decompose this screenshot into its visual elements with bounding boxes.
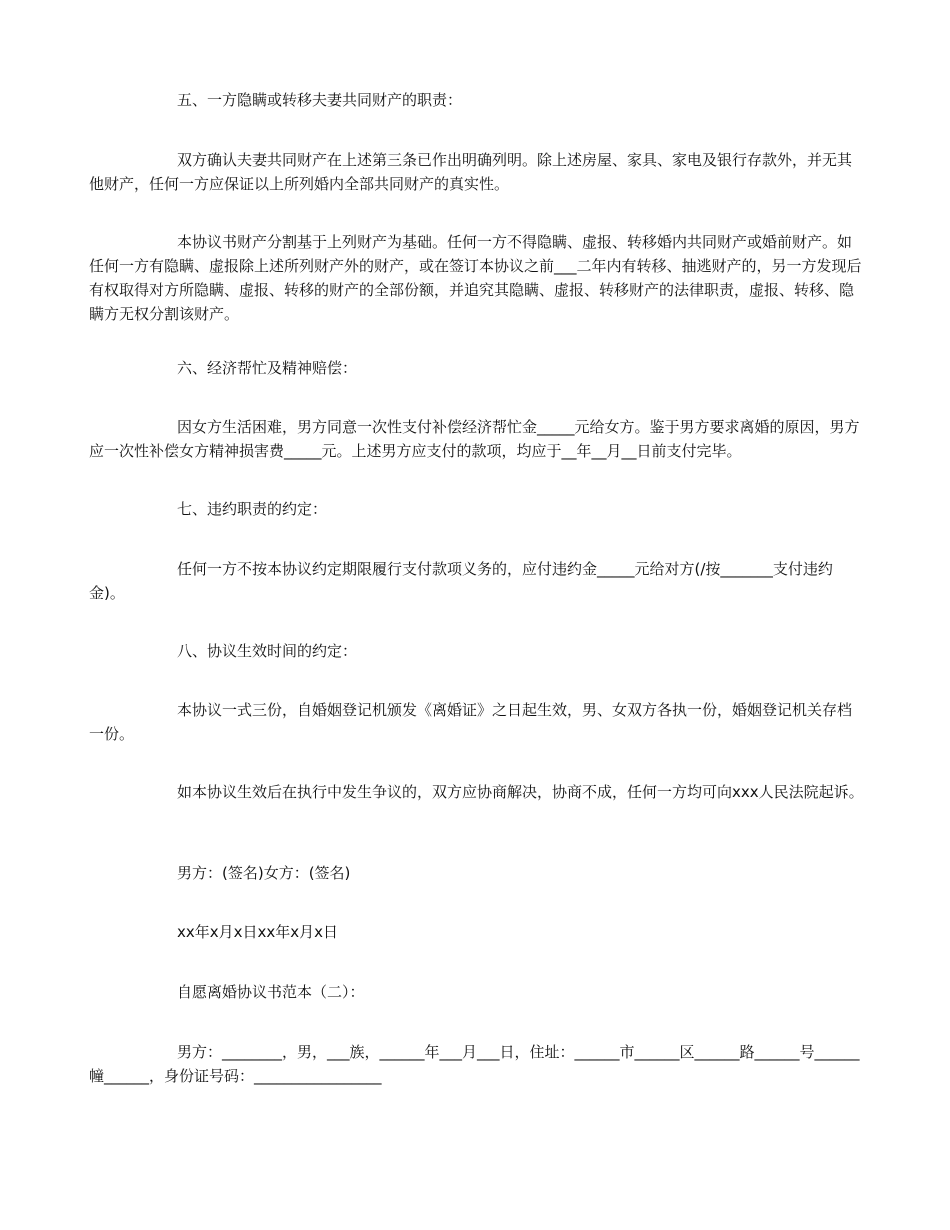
body-paragraph: 如本协议生效后在执行中发生争议的，双方应协商解决，协商不成，任何一方均可向xxx人民法院起诉。 xyxy=(177,783,864,801)
body-paragraph: 任何一方不按本协议约定期限履行支付款项义务的，应付违约金_____元给对方(/按_______支付违约金)。 xyxy=(89,560,833,602)
body-paragraph: 因女方生活困难，男方同意一次性支付补偿经济帮忙金_____元给女方。鉴于男方要求离婚的原因，男方应一次性补偿女方精神损害费_____元。上述男方应支付的款项，均应于__年__月__日前支付完毕。 xyxy=(89,418,860,460)
section-heading-8: 八、协议生效时间的约定： xyxy=(177,642,358,660)
body-paragraph: 双方确认夫妻共同财产在上述第三条已作出明确列明。除上述房屋、家具、家电及银行存款外，并无其他财产，任何一方应保证以上所列婚内全部共同财产的真实性。 xyxy=(89,151,853,193)
body-paragraph: 本协议一式三份，自婚姻登记机颁发《离婚证》之日起生效，男、女双方各执一份，婚姻登记机关存档一份。 xyxy=(89,701,853,743)
section-heading-5: 五、一方隐瞒或转移夫妻共同财产的职责： xyxy=(177,91,463,109)
party-info-paragraph: 男方：________，男，___族，______年___月___日，住址：______市______区______路______号______幢______，身份证号码：_________________ xyxy=(89,1043,860,1085)
date-line: xx年x月x日xx年x月x日 xyxy=(177,923,339,941)
section-heading-6: 六、经济帮忙及精神赔偿： xyxy=(177,359,358,377)
signature-line: 男方：(签名)女方：(签名) xyxy=(177,864,351,882)
section-heading-7: 七、违约职责的约定： xyxy=(177,500,328,518)
sample-title: 自愿离婚协议书范本（二）： xyxy=(177,983,365,1001)
body-paragraph: 本协议书财产分割基于上列财产为基础。任何一方不得隐瞒、虚报、转移婚内共同财产或婚前财产。如任何一方有隐瞒、虚报除上述所列财产外的财产，或在签订本协议之前___二年内有转移、抽逃财产的，另一方发现后有权取得对方所隐瞒、虚报、转移的财产的全部份额，并追究其隐瞒、虚报、转移财产的法律职责，虚报、转移、隐瞒方无权分割该财产。 xyxy=(89,233,862,323)
